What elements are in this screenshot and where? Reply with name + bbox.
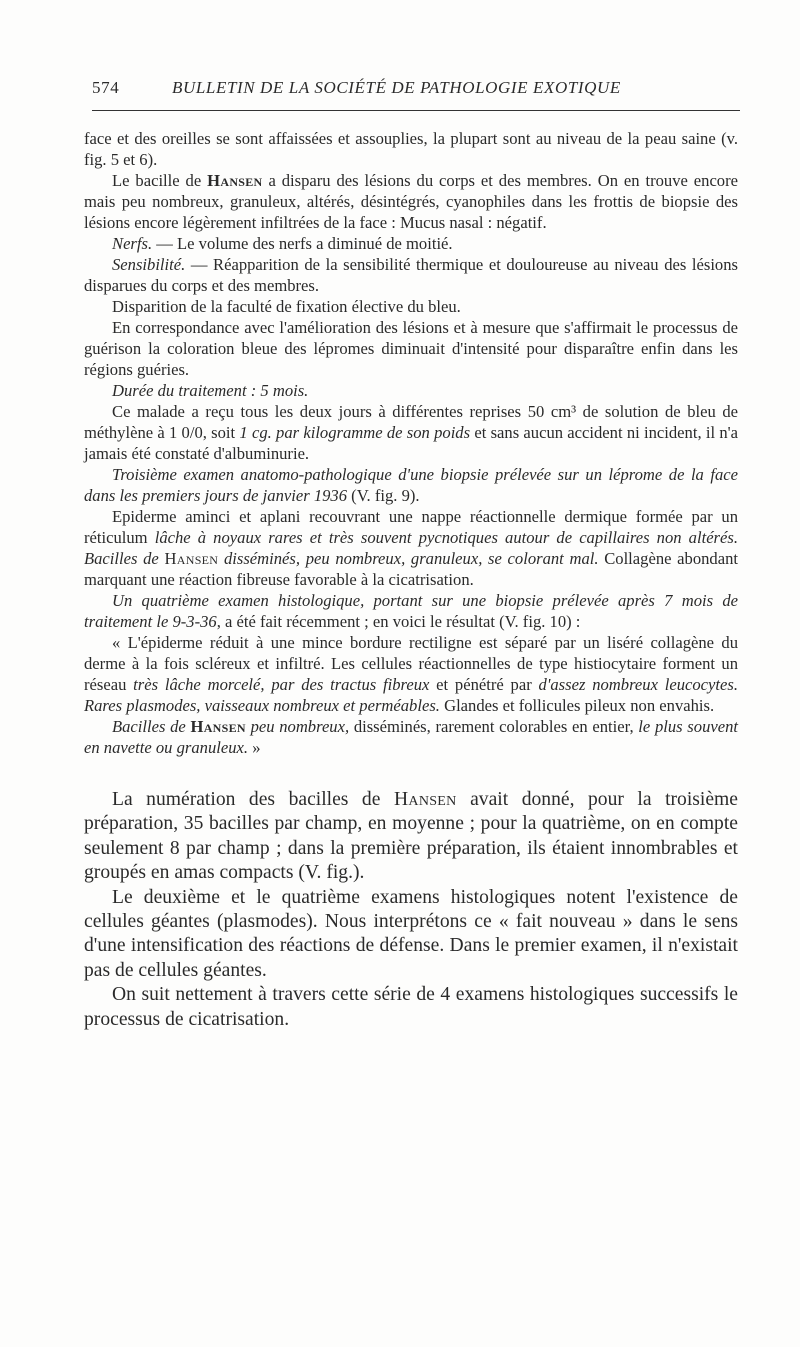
paragraph-face-lesions: face et des oreilles se sont affaissées et assouplies, la plupart sont au niveau de la peau saine (v. fig. 5 et 6). <box>84 129 738 169</box>
paragraph-fourth-exam-title: Un quatrième examen histologique, portant sur une biopsie prélevée après 7 mois de traitement le 9-3-36, a été fait récemment ; en voici le résultat (V. fig. 10) : <box>84 591 738 631</box>
paragraph-sensibility: Sensibilité. — Réapparition de la sensibilité thermique et douloureuse au niveau des lésions disparues du corps et des membres. <box>84 255 738 295</box>
paragraph-coloration: En correspondance avec l'amélioration des lésions et à mesure que s'affirmait le processus de guérison la coloration bleue des lépromes diminuait d'intensité pour disparaître enfin dans les régions guéries. <box>84 318 738 379</box>
author-name-hansen: Hansen <box>164 549 219 568</box>
paragraph-third-exam-title: Troisième examen anatomo-pathologique d'une biopsie prélevée sur un léprome de la face dans les premiers jours de janvier 1936 (V. fig. 9). <box>84 465 738 505</box>
paragraph-conclusion: On suit nettement à travers cette série de 4 examens histologiques successifs le processus de cicatrisation. <box>84 984 738 1030</box>
paragraph-bacilli-count: La numération des bacilles de Hansen avait donné, pour la troisième préparation, 35 bacilles par champ, en moyenne ; pour la quatrième, on en compte seulement 8 par champ ; dans la première préparation, ils étaient innombrables et groupés en amas compacts (V. fig.). <box>84 789 738 884</box>
paragraph-nerves: Nerfs. — Le volume des nerfs a diminué de moitié. <box>112 234 453 253</box>
author-name-hansen: Hansen <box>190 717 246 736</box>
paragraph-third-exam-result: Epiderme aminci et aplani recouvrant une nappe réactionnelle dermique formée par un réticulum lâche à noyaux rares et très souvent pycnotiques autour de capillaires non altérés. Bacilles de Hansen disséminés, peu nombreux, granuleux, se colorant mal. Collagène abondant marquant une réaction fibreuse favorable à la cicatrisation. <box>84 507 738 589</box>
discussion-section <box>84 788 738 1032</box>
journal-title: BULLETIN DE LA SOCIÉTÉ DE PATHOLOGIE EXOTIQUE <box>172 78 621 97</box>
paragraph-blue-fixation: Disparition de la faculté de fixation élective du bleu. <box>112 297 461 316</box>
section-label-sensibilite: Sensibilité. <box>112 255 186 274</box>
header-rule <box>92 110 740 111</box>
paragraph-fourth-exam-quote: « L'épiderme réduit à une mince bordure rectiligne est séparé par un liséré collagène du derme à la fois scléreux et infiltré. Les cellules réactionnelles de type histiocytaire forment un réseau très lâche morcelé, par des tractus fibreux et pénétré par d'assez nombreux leucocytes. Rares plasmodes, vaisseaux nombreux et perméables. Glandes et follicules pileux non envahis. <box>84 633 738 715</box>
author-name-hansen: Hansen <box>393 789 457 810</box>
paragraph-dosage: Ce malade a reçu tous les deux jours à différentes reprises 50 cm³ de solution de bleu de méthylène à 1 0/0, soit 1 cg. par kilogramme de son poids et sans aucun accident ni incident, il n'a jamais été constaté d'albuminurie. <box>84 402 738 463</box>
running-header <box>92 76 740 104</box>
paragraph-fourth-exam-bacilli: Bacilles de Hansen peu nombreux, disséminés, rarement colorables en entier, le plus souvent en navette ou granuleux. » <box>84 717 738 757</box>
paragraph-giant-cells: Le deuxième et le quatrième examens histologiques notent l'existence de cellules géantes (plasmodes). Nous interprétons ce « fait nouveau » dans le sens d'une intensification des réactions de défense. Dans le premier examen, il n'existait pas de cellules géantes. <box>84 886 738 981</box>
author-name-hansen: Hansen <box>207 171 263 190</box>
page-number: 574 <box>92 78 120 97</box>
paragraph-hansen-bacillus: Le bacille de Hansen a disparu des lésions du corps et des membres. On en trouve encore mais peu nombreux, granuleux, altérés, désintégrés, cyanophiles dans les frottis de biopsie des lésions encore légèrement infiltrées de la face : Mucus nasal : négatif. <box>84 171 738 232</box>
case-report-section <box>84 128 738 758</box>
paragraph-treatment-duration: Durée du traitement : 5 mois. <box>112 381 309 400</box>
article-body <box>84 128 738 1032</box>
section-label-nerfs: Nerfs. <box>112 234 153 253</box>
